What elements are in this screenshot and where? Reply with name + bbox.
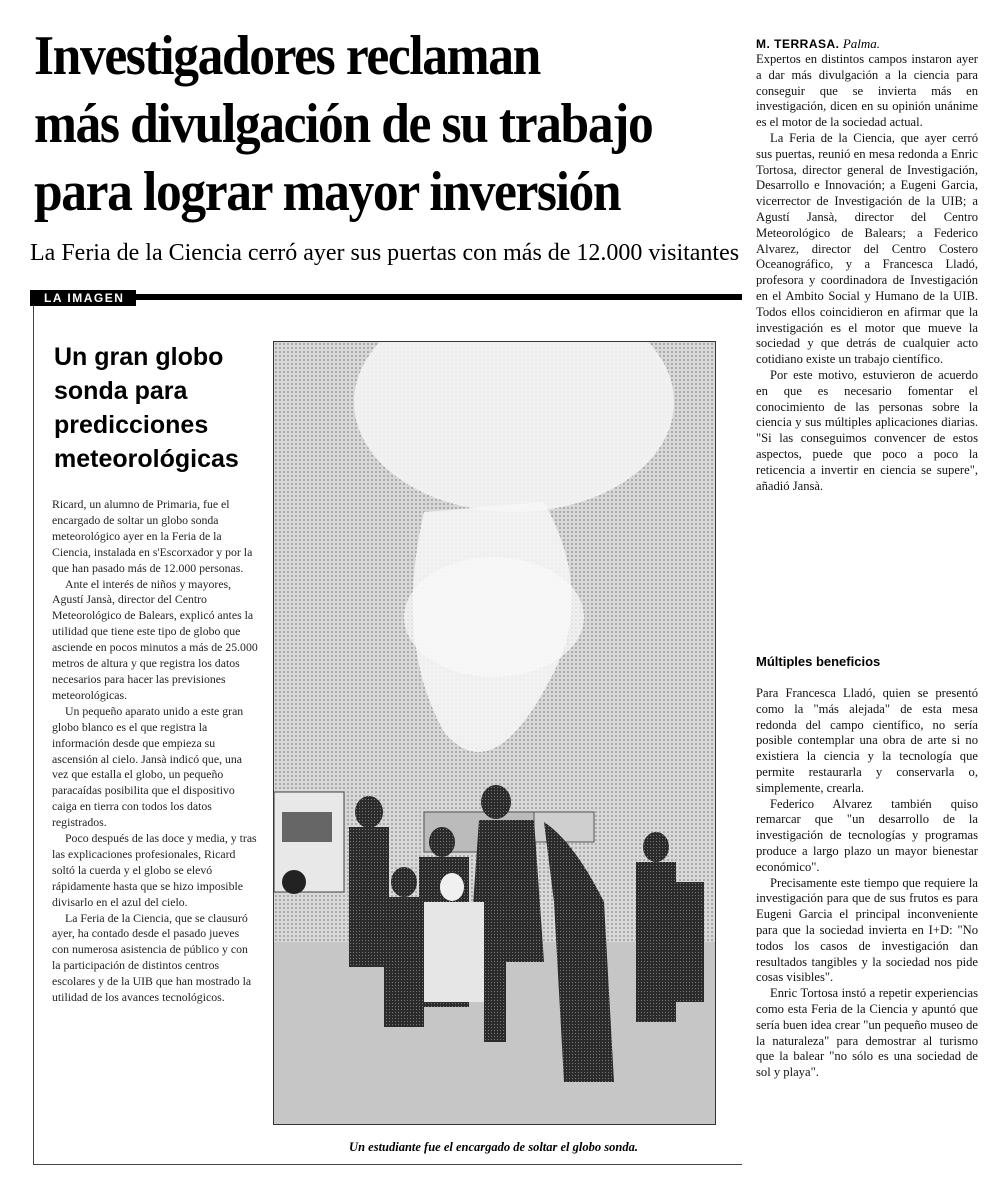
byline-author: M. TERRASA. — [756, 37, 840, 51]
article-paragraph: La Feria de la Ciencia, que ayer cerró sus puertas, reunió en mesa redonda a Enric Tortosa, director general de Investigación, Desarrollo e Innovación; a Eugeni Garcia, vicerrector de Investigación de la UIB; a Agustí Jansà, director del Centro Meteorológico de Balears; a Federico Alvarez, director del Centro Costero Oceanográfico, y a Francesca Lladó, profesora y coordinadora de Investigación en el Ambito Social y Humano de la UIB. Todos ellos coincidieron en afirmar que la investigación es el motor que mueve la sociedad y que detrás de cualquier acto cotidiano existe un trabajo científico. — [756, 130, 978, 367]
photo-caption: Un estudiante fue el encargado de soltar el globo sonda. — [349, 1140, 638, 1154]
headline-line-1: Investigadores reclaman — [34, 25, 540, 87]
headline-line-3: para lograr mayor inversión — [34, 161, 621, 223]
byline — [756, 36, 880, 52]
headline-line-2: más divulgación de su trabajo — [34, 93, 653, 155]
sidebar-paragraph: Ricard, un alumno de Primaria, fue el encargado de soltar un globo sonda meteorológico ayer en la Feria de la Ciencia, instalada en s'Escorxador y por la que han pasado más de 12.000 personas. — [52, 497, 253, 575]
deck-subtitle: La Feria de la Ciencia cerró ayer sus puertas con más de 12.000 visitantes — [30, 240, 740, 266]
article-paragraph: Para Francesca Lladó, quien se presentó como la "más alejada" de esta mesa redonda del campo científico, no sería posible contemplar una obra de arte si no existiera la ciencia y la tecnología que permite restaurarla y conservarla o, simplemente, crearla. — [756, 686, 978, 795]
section-kicker: LA IMAGEN — [30, 290, 136, 306]
sidebar-body — [52, 497, 258, 1006]
article-paragraph: Enric Tortosa instó a repetir experiencias como esta Feria de la Ciencia y apuntó que sería buen idea crear "un pequeño museo de la naturaleza" para demostrar al turismo que la balear "no sólo es una sociedad de sol y playa". — [756, 986, 978, 1080]
sidebar-title: Un gran globo sonda para predicciones meteorológicas — [54, 343, 239, 473]
article-paragraph: Expertos en distintos campos instaron ayer a dar más divulgación a la ciencia para conseguir que se invierta más en investigación, dicen en su opinión unánime es el motor de la sociedad actual. — [756, 52, 978, 130]
byline-location: Palma. — [842, 36, 881, 51]
section-rule-line — [30, 294, 742, 300]
article-column-bottom — [756, 686, 978, 1081]
article-paragraph: Federico Alvarez también quiso remarcar que "un desarrollo de la investigación de tecnologías y programas produce a largo plazo un mayor bienestar económico". — [756, 796, 978, 874]
headline — [34, 22, 696, 226]
article-subhead: Múltiples beneficios — [756, 654, 881, 669]
balloon-launch-photo — [273, 341, 716, 1125]
article-column-top — [756, 52, 978, 494]
sidebar-paragraph: Ante el interés de niños y mayores, Agustí Jansà, director del Centro Meteorológico de Balears, explicó antes la utilidad que tiene este tipo de globo que asciende en pocos minutos a más de 25.000 metros de altura y que registra los datos necesarios para hacer las previsiones meteorológicas. — [52, 576, 258, 702]
article-paragraph: Precisamente este tiempo que requiere la investigación para que de sus frutos es para Eugeni Garcia el principal inconveniente para que la sociedad invierta en I+D: "No todos los casos de investigación dan resultados tangibles y la sociedad nos pide cosas visibles". — [756, 875, 978, 985]
sidebar-paragraph: Poco después de las doce y media, y tras las explicaciones profesionales, Ricard soltó la cuerda y el globo se elevó rápidamente hasta que se hizo imposible divisarlo en el azul del cielo. — [52, 831, 257, 909]
sidebar-paragraph: Un pequeño aparato unido a este gran globo blanco es el que registra la información desde que empieza su ascensión al cielo. Jansà indicó que, una vez que estalla el globo, un pequeño paracaídas posibilita que el dispositivo caiga en tierra con todos los datos registrados. — [52, 703, 244, 830]
section-rule — [30, 290, 742, 306]
sidebar-paragraph: La Feria de la Ciencia, que se clausuró ayer, ha contado desde el pasado jueves con numerosa asistencia de público y con la participación de distintos centros escolares y de la UIB que han mostrado la utilidad de los avances tecnológicos. — [52, 910, 252, 1005]
article-paragraph: Por este motivo, estuvieron de acuerdo en que es necesario fomentar el conocimiento de las personas sobre la ciencia y sus múltiples aplicaciones diarias. "Si las conseguimos convencer de estos aspectos, puede que poco a poco la reticencia a invertir en ciencia se supere", añadió Jansà. — [756, 367, 978, 493]
